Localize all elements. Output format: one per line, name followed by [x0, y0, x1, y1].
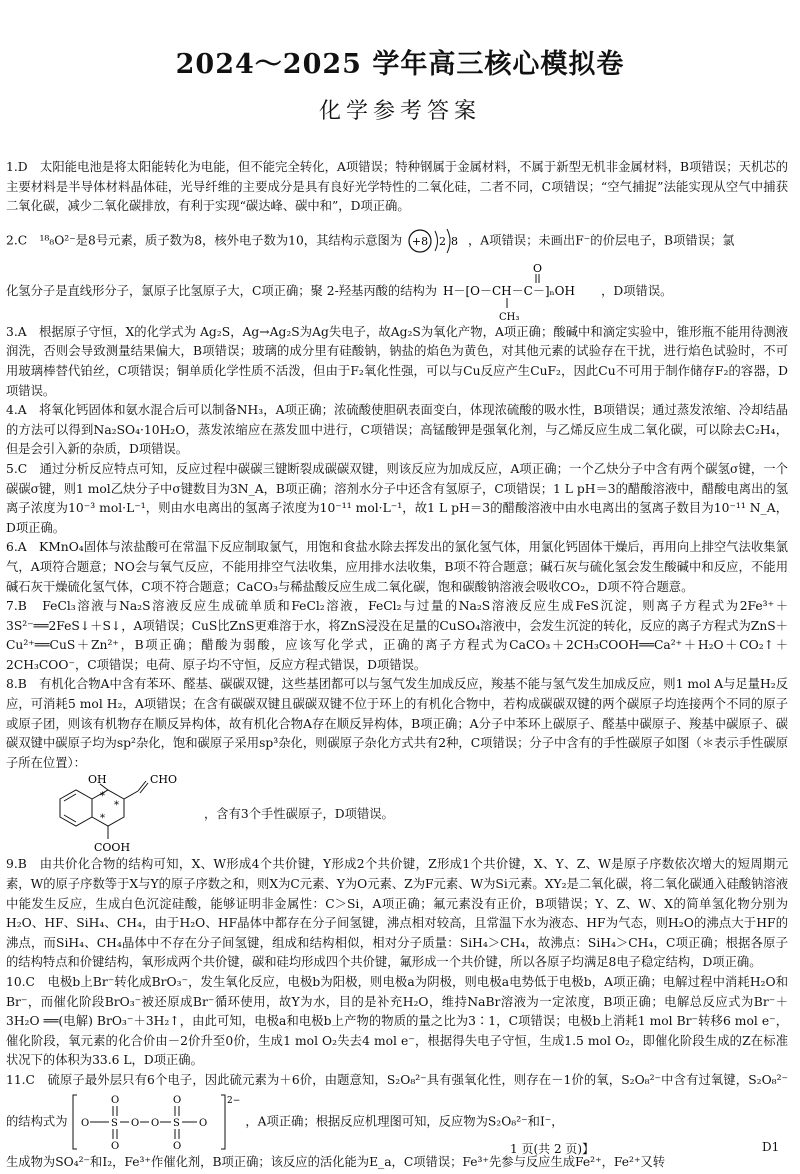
- shell-1-count: 2: [439, 234, 447, 248]
- answer-2-post: 化氢分子是直线形分子，氯原子比氢原子大，C项正确；聚 2-羟基丙酸的结构为: [6, 283, 438, 298]
- answer-1: 1.D 太阳能电池是将太阳能转化为电能，但不能完全转化，A项错误；特种钢属于金属材料，不属于新型无机非金属材料，B项错误；天机芯的主要材料是半导体材料晶体硅，光导纤维的主要成分是具有良好光学特性的二氧化硅，二者不同，C项错误；“空气捕捉”法能实现从空气中捕获二氧化碳，减少二氧化碳排放，有利于实现“碳达峰、碳中和”，D项正确。: [6, 160, 788, 214]
- carbonyl-o: O: [533, 261, 543, 275]
- answer-2-mid: ，A项错误；未画出F⁻的价层电子，B项错误；氯: [468, 233, 735, 248]
- o-bridge-1: O: [131, 1117, 140, 1129]
- answer-11-post: 生成物为SO₄²⁻和I₂，Fe³⁺作催化剂，B项正确；该反应的活化能为E_a，C项错误；Fe³⁺先参与反应生成Fe²⁺，Fe²⁺又转: [6, 1154, 666, 1169]
- oxide-ion-structure-diagram: [406, 223, 464, 259]
- answer-body: [6, 158, 788, 1172]
- answer-11: [6, 1071, 788, 1172]
- chiral-star-3: *: [100, 813, 105, 825]
- answer-2-end: ，D项错误。: [601, 283, 673, 298]
- o-top-right: O: [173, 1094, 182, 1106]
- answer-2: [6, 223, 788, 323]
- answer-7: 7.B FeCl₃溶液与Na₂S溶液反应生成硫单质和FeCl₂溶液，FeCl₂与过量的Na₂S溶液反应生成FeS沉淀，则离子方程式为2Fe³⁺＋3S²⁻══2FeS↓＋S↓，A项错误；CuS比ZnS更难溶于水，将ZnS浸没在足量的CuSO₄溶液中，会发生沉淀的转化，反应的离子方程式为ZnS＋Cu²⁺══CuS＋Zn²⁺，B项正确；醋酸为弱酸，应该写化学式，正确的离子方程式为CaCO₃＋2CH₃COOH══Ca²⁺＋H₂O＋CO₂↑＋2CH₃COO⁻，C项错误；电荷、原子均不守恒，反应方程式错误，D项错误。: [6, 599, 788, 672]
- shell-arc-1: [435, 231, 438, 251]
- page-subtitle: 化学参考答案: [318, 99, 481, 124]
- o-bridge-2: O: [151, 1117, 160, 1129]
- o-top-left: O: [111, 1094, 120, 1106]
- answer-9: 9.B 由共价化合物的结构可知，X、W形成4个共价键，Y形成2个共价键，Z形成1个共价键，X、Y、Z、W是原子序数依次增大的短周期元素，W的原子序数等于X与Y的原子序数之和，则X为C元素、Y为O元素、Z为F元素、W为Si元素。XY₂是二氧化碳，将二氧化碳通入硅酸钠溶液中能发生反应，生成白色沉淀硅酸，能够证明非金属性：C＞Si，A项正确；氟元素没有正价，B项错误；Y、Z、W、X的简单氢化物分别为H₂O、HF、SiH₄、CH₄，由于H₂O、HF晶体中都存在分子间氢键，沸点相对较高，且常温下水为液态、HF为气态，则H₂O的沸点大于HF的沸点，而SiH₄、CH₄晶体中不存在分子间氢键，组成和结构相似，相对分子质量：SiH₄＞CH₄，故沸点：SiH₄＞CH₄，C项正确；根据各原子的结构特点和价键结构，氧形成两个共价键，碳和硅均形成四个共价键，氟形成一个共价键，所以各原子均满足8电子稳定结构，D项正确。: [6, 857, 788, 970]
- persulfate-charge: 2−: [227, 1095, 241, 1106]
- nucleus-charge: +8: [411, 234, 429, 248]
- page-number: 1 页(共 2 页)】: [510, 1142, 595, 1156]
- answer-4: 4.A 将氧化钙固体和氨水混合后可以制备NH₃，A项正确；浓硫酸使胆矾表面变白，体现浓硫酸的吸水性，B项错误；通过蒸发浓缩、冷却结晶的方法可以得到Na₂SO₄·10H₂O，蒸发浓缩应在蒸发皿中进行，C项错误；高锰酸钾是强氧化剂，与乙烯反应生成二氧化碳，可以除去C₂H₄，但是会引入新的杂质，D项错误。: [6, 403, 788, 457]
- answer-8: 8.B 有机化合物A中含有苯环、醛基、碳碳双键，这些基团都可以与氢气发生加成反应，羧基不能与氢气发生加成反应，则1 mol A与足量H₂反应，可消耗5 mol H₂，A项错误；在含有碳碳双键且碳碳双键不位于环上的有机化合物中，若构成碳碳双键的两个碳原子均连接两个不同的原子或原子团，则该有机物存在顺反异构体，故有机化合物A存在顺反异构体，B项正确；A分子中苯环上碳原子、醛基中碳原子、羧基中碳原子、碳碳双键中碳原子均为sp²杂化，饱和碳原子采用sp³杂化，则碳原子杂化方式共有2种，C项错误；分子中含有的手性碳原子如图（＊表示手性碳原子所在位置）：: [6, 677, 788, 770]
- chiral-star-2: *: [114, 800, 119, 812]
- answer-2-intro: 2.C ¹⁸₈O²⁻是8号元素，质子数为8，核外电子数为10，其结构示意图为: [6, 233, 403, 248]
- hydroxyl-label: OH: [88, 773, 107, 787]
- chiral-star-1: *: [100, 791, 105, 803]
- answer-8-end: ，含有3个手性碳原子，D项错误。: [204, 806, 394, 821]
- o-right: O: [199, 1117, 208, 1129]
- s-right: S: [173, 1117, 181, 1129]
- answer-6: 6.A KMnO₄固体与浓盐酸可在常温下反应制取氯气，用饱和食盐水除去挥发出的氯化氢气体，用氯化钙固体干燥后，再用向上排空气法收集氯气，A项符合题意；NO会与氧气反应，不能用排空气法收集，应用排水法收集，B项不符合题意；碱石灰与硫化氢会发生酸碱中和反应，不能用碱石灰干燥硫化氢气体，C项不符合题意；CaCO₃与稀盐酸反应生成二氧化碳，饱和碳酸钠溶液会吸收CO₂，D项不符合题意。: [6, 540, 788, 594]
- answer-3: 3.A 根据原子守恒，X的化学式为 Ag₂S，Ag→Ag₂S为Ag失电子，故Ag₂S为氧化产物，A项正确；酸碱中和滴定实验中，锥形瓶不能用待测液润洗，否则会导致测量结果偏大，B项错误；玻璃的成分里有硅酸钠，钠盐的焰色为黄色，对其他元素的试验存在干扰，进行焰色试验时，不可用玻璃棒替代铂丝，C项错误；铜单质化学性质不活泼，但由于F₂氧化性强，可以与Cu反应产生CuF₂，因此Cu不可用于制作储存F₂的容器，D项错误。: [6, 324, 788, 398]
- shell-arc-2: [447, 229, 450, 253]
- methyl-group: CH₃: [499, 311, 520, 323]
- answer-5: 5.C 通过分析反应特点可知，反应过程中碳碳三键断裂成碳碳双键，则该反应为加成反应，A项正确；一个乙炔分子中含有两个碳氢σ键，一个碳碳σ键，则1 mol乙炔分子中σ键数目为3N_A，B项正确；溶剂水分子中还含有氢原子，C项错误；1 L pH＝3的醋酸溶液中，醋酸电离出的氢离子浓度为10⁻³ mol·L⁻¹，则由水电离出的氢离子浓度为10⁻¹¹ mol·L⁻¹，故1 L pH＝3的醋酸溶液中由水电离出的氢离子数目为10⁻¹¹ N_A，D项正确。: [6, 461, 788, 535]
- answer-10: 10.C 电极b上Br⁻转化成BrO₃⁻，发生氧化反应，电极b为阳极，则电极a为阴极，则电极a电势低于电极b，A项正确；电解过程中消耗H₂O和Br⁻，而催化阶段BrO₃⁻被还原成Br⁻循环使用，故Y为水，目的是补充H₂O，维持NaBr溶液为一定浓度，B项正确；电解总反应式为Br⁻＋3H₂O ══(电解) BrO₃⁻＋3H₂↑，由此可知，电极a和电极b上产物的物质的量之比为3∶1，C项错误；电极b上消耗1 mol Br⁻转移6 mol e⁻，催化阶段，氧元素的化合价由－2价升至0价，生成1 mol O₂失去4 mol e⁻，根据得失电子守恒，生成1.5 mol O₂，即催化阶段生成的Z在标准状况下的体积为33.6 L，D项正确。: [6, 975, 788, 1068]
- carboxyl-label: COOH: [94, 841, 131, 855]
- page-title: 2024～2025 学年高三核心模拟卷: [175, 49, 625, 80]
- answer-11-mid: ，A项正确；根据反应机理图可知，反应物为S₂O₈²⁻和I⁻，: [245, 1114, 564, 1129]
- polylactic-chain: H－[O－CH－C－]ₙOH: [443, 283, 576, 298]
- persulfate-structure: [71, 1091, 241, 1153]
- shell-2-count: 8: [451, 234, 459, 248]
- o-left: O: [81, 1117, 90, 1129]
- answer-11-intro: 11.C 硫原子最外层只有6个电子，因此硫元素为＋6价，由题意知，S₂O₈²⁻具有强氧化性，则存在－1价的氧，S₂O₈²⁻中含有过氧键，S₂O₈²⁻的结构式为: [6, 1072, 788, 1129]
- o-bottom-right: O: [173, 1140, 182, 1152]
- s-left: S: [111, 1117, 119, 1129]
- polylactic-structure: [441, 261, 601, 323]
- aldehyde-label: CHO: [150, 773, 178, 787]
- answer-8-structure-row: [6, 773, 788, 855]
- paper-code: D1: [762, 1140, 780, 1154]
- compound-a-structure: [30, 773, 200, 855]
- o-bottom-left: O: [111, 1140, 120, 1152]
